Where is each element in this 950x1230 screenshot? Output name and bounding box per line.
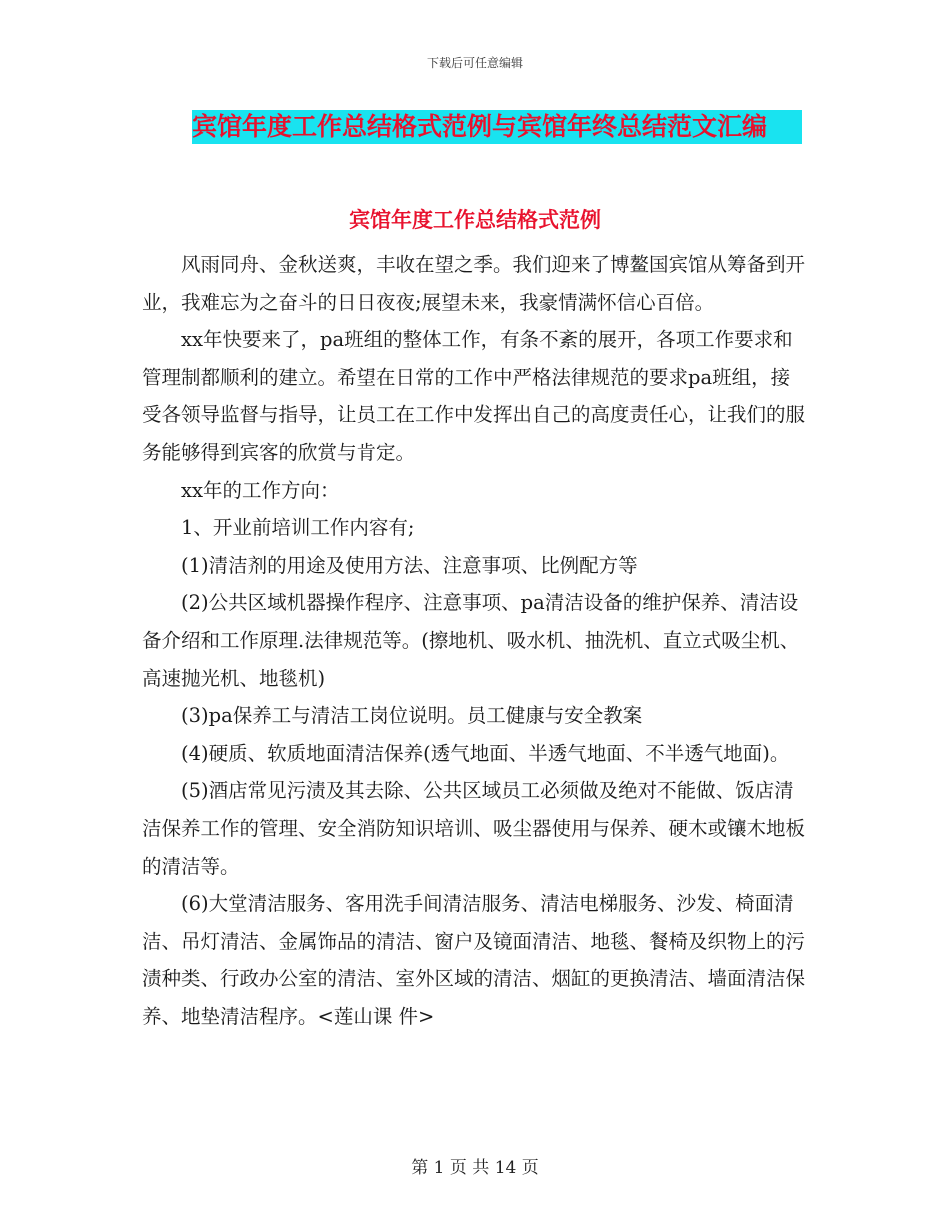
paragraph: (1)清洁剂的用途及使用方法、注意事项、比例配方等: [181, 553, 638, 577]
paragraph: (4)硬质、软质地面清洁保养(透气地面、半透气地面、不半透气地面)。: [181, 741, 790, 765]
paragraph: xx年的工作方向：: [181, 478, 340, 502]
document-body: [142, 246, 806, 1035]
paragraph: xx年快要来了，pa班组的整体工作，有条不紊的展开，各项工作要求和管理制都顺利的建立。希望在日常的工作中严格法律规范的要求pa班组，接受各领导监督与指导，让员工在工作中发挥出自己的高度责任心，让我们的服务能够得到宾客的欣赏与肯定。: [142, 328, 806, 464]
header-note: 下载后可任意编辑: [426, 56, 523, 70]
paragraph: (2)公共区域机器操作程序、注意事项、pa清洁设备的维护保养、清洁设备介绍和工作原理.法律规范等。(擦地机、吸水机、抽洗机、直立式吸尘机、高速抛光机、地毯机): [142, 591, 800, 690]
paragraph: (6)大堂清洁服务、客用洗手间清洁服务、清洁电梯服务、沙发、椅面清洁、吊灯清洁、金属饰品的清洁、窗户及镜面清洁、地毯、餐椅及织物上的污渍种类、行政办公室的清洁、室外区域的清洁、烟缸的更换清洁、墙面清洁保养、地垫清洁程序。<莲山课 件>: [142, 892, 806, 1028]
paragraph: 1、开业前培训工作内容有;: [181, 516, 415, 540]
paragraph: (5)酒店常见污渍及其去除、公共区域员工必须做及绝对不能做、饭店清洁保养工作的管理、安全消防知识培训、吸尘器使用与保养、硬木或镶木地板的清洁等。: [142, 779, 806, 878]
paragraph: (3)pa保养工与清洁工岗位说明。员工健康与安全教案: [181, 704, 643, 728]
document-main-title: 宾馆年度工作总结格式范例与宾馆年终总结范文汇编: [192, 110, 802, 144]
paragraph: 风雨同舟、金秋送爽，丰收在望之季。我们迎来了博鳌国宾馆从筹备到开业，我难忘为之奋斗的日日夜夜;展望未来，我豪情满怀信心百倍。: [142, 253, 806, 314]
page-indicator: 第 1 页 共 14 页: [411, 1158, 539, 1178]
section-title: 宾馆年度工作总结格式范例: [349, 208, 601, 232]
